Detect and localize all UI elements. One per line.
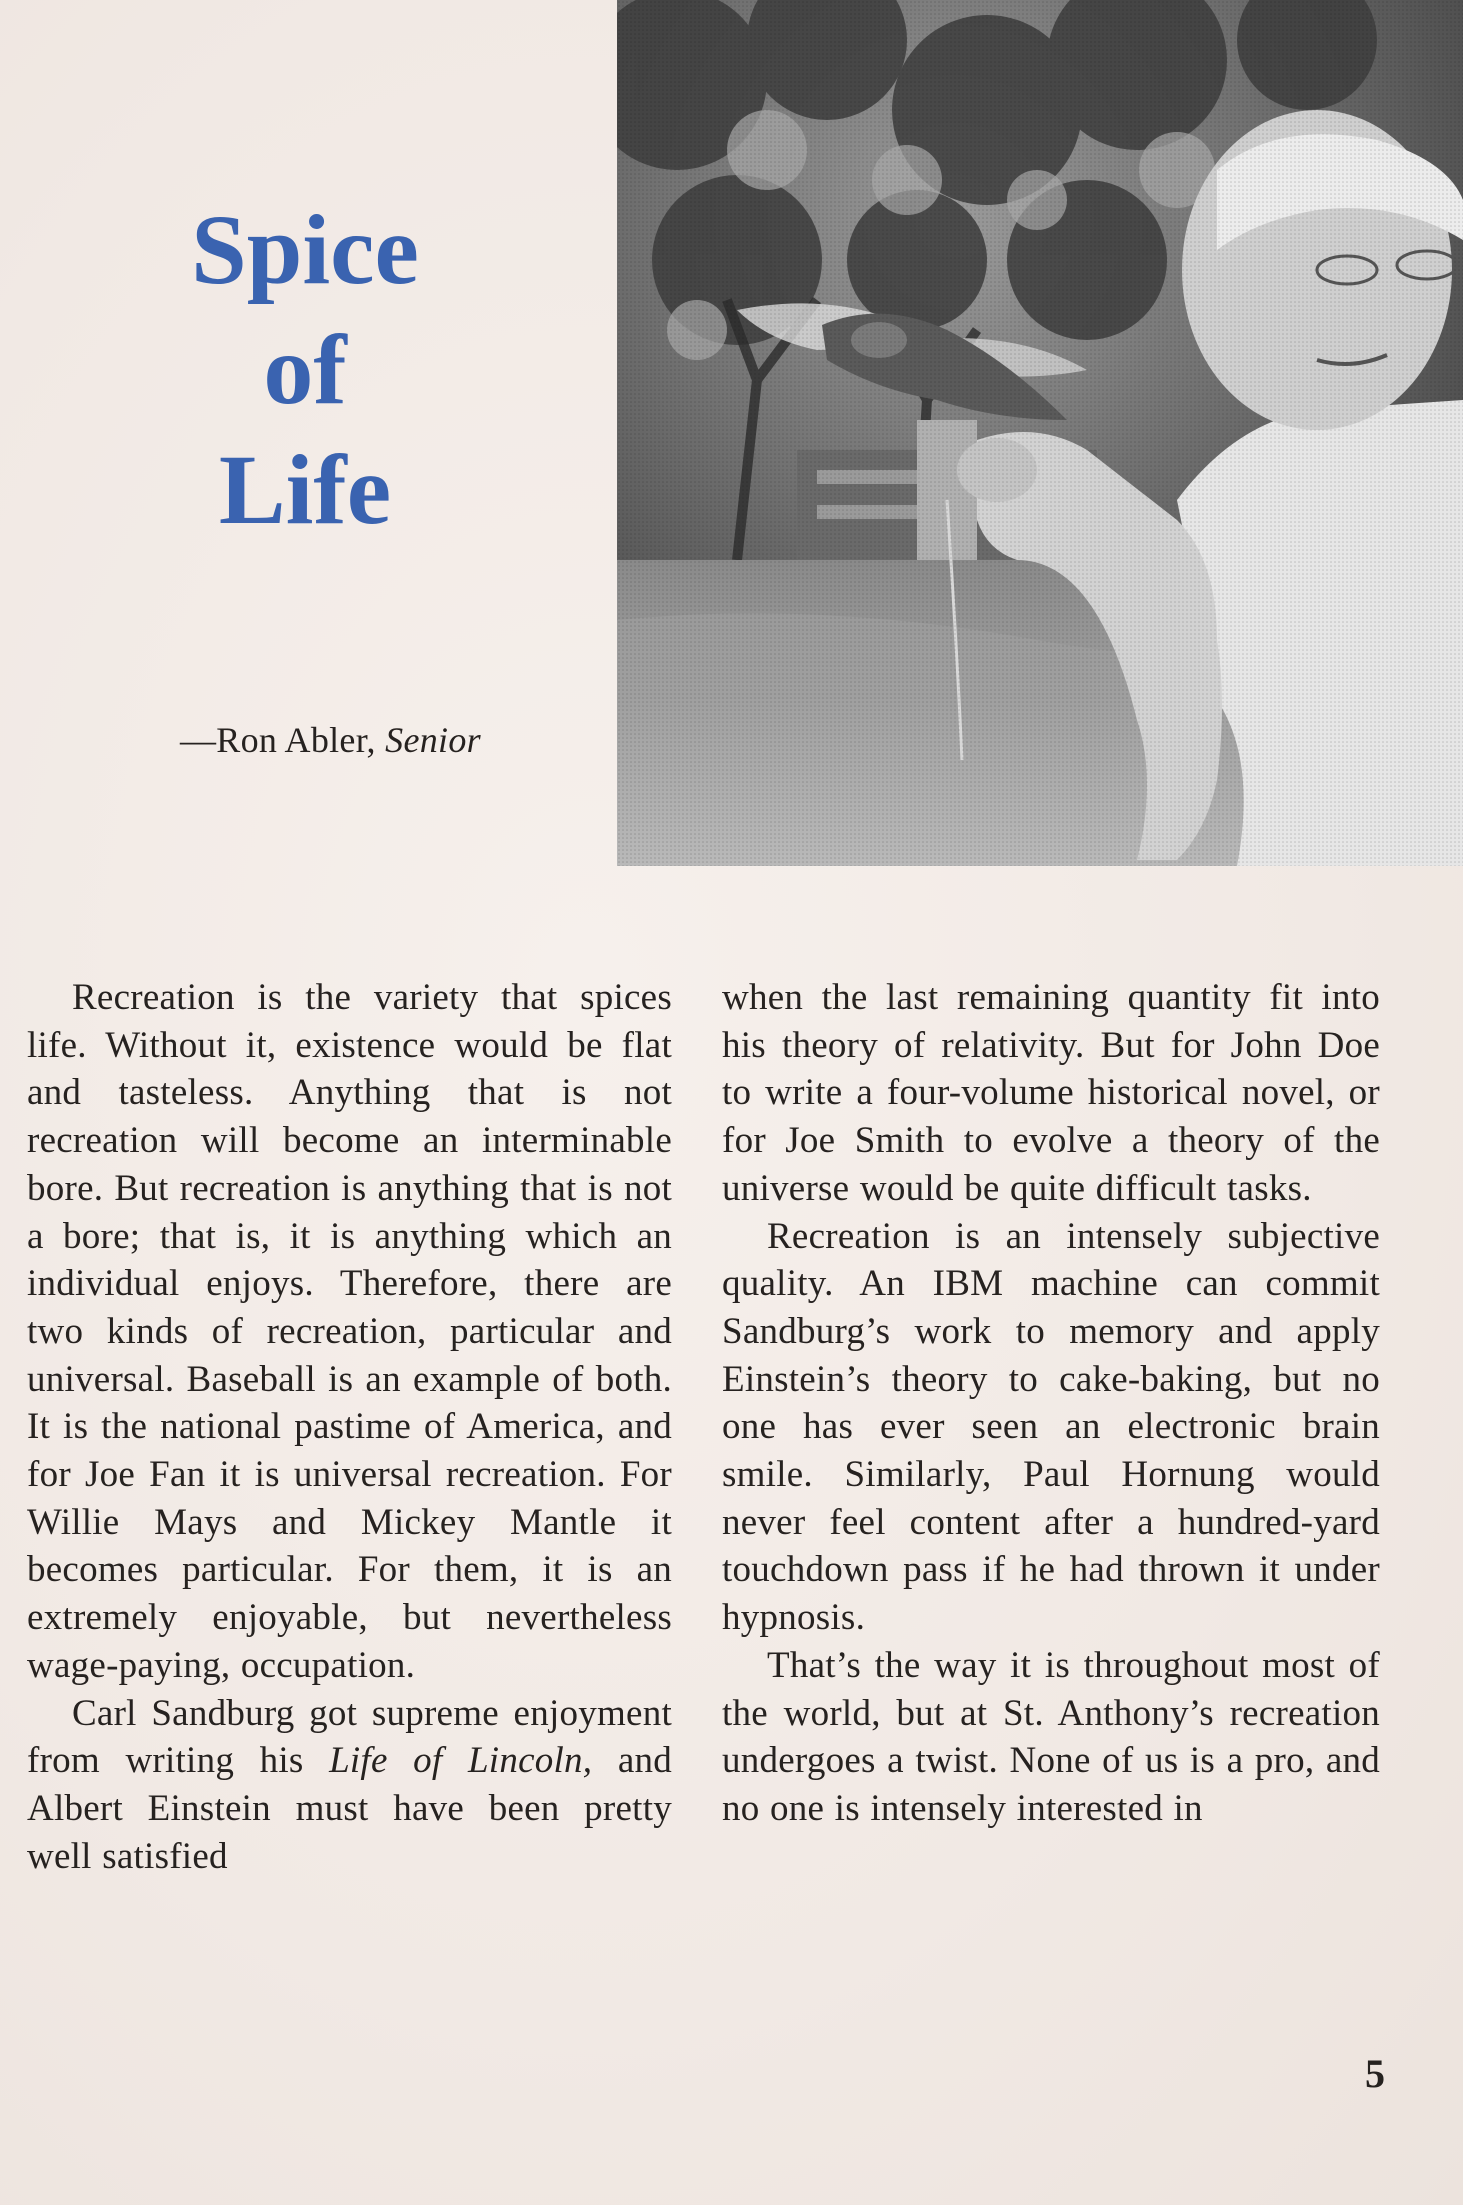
- photo-boy-holding-hawk-icon: [617, 0, 1463, 866]
- title-line-3: Life: [218, 434, 392, 545]
- article-title: [150, 190, 460, 550]
- byline: [180, 718, 580, 762]
- title-line-1: Spice: [191, 194, 419, 305]
- paragraph: when the last remaining quantity fit into his theory of relativity. But for John Doe to write a four-volume historical novel, or for Joe Smith to evolve a theory of the universe would be quite difficult tasks.: [722, 977, 1380, 1209]
- paragraph: That’s the way it is throughout most of the world, but at St. Anthony’s recreation undergoes a twist. None of us is a pro, and no one is intensely interested in: [722, 1644, 1380, 1829]
- book-title: Life of Lincoln,: [329, 1740, 593, 1782]
- paragraph: [27, 1690, 672, 1881]
- paragraph-text: Carl Sandburg got supreme enjoyment from writing his: [27, 1692, 672, 1782]
- author-role: Senior: [385, 720, 481, 760]
- body-column-left: [27, 974, 672, 1880]
- author-name: —Ron Abler,: [180, 720, 376, 760]
- page-number: 5: [1365, 2051, 1385, 2096]
- body-column-right: [722, 974, 1380, 1833]
- paragraph: Recreation is the variety that spices life. Without it, existence would be flat and tasteless. Anything that is not recreation will become an interminable bore. But recreation is anything that is not a bore; that is, it is anything which an individual enjoys. Therefore, there are two kinds of recreation, particular and universal. Baseball is an example of both. It is the national pastime of America, and for Joe Fan it is universal recreation. For Willie Mays and Mickey Mantle it becomes particular. For them, it is an extremely enjoyable, but nevertheless wage-paying, occupation.: [27, 977, 672, 1686]
- title-line-2: of: [263, 314, 347, 425]
- paragraph: Recreation is an intensely subjective quality. An IBM machine can commit Sandburg’s work to memory and apply Einstein’s theory to cake-baking, but no one has ever seen an electronic brain smile. Similarly, Paul Hornung would never feel content after a hundred-yard touchdown pass if he had thrown it under hypnosis.: [722, 1215, 1380, 1639]
- paragraph-text: and Albert Einstein must have been pretty well satisfied: [27, 1740, 672, 1877]
